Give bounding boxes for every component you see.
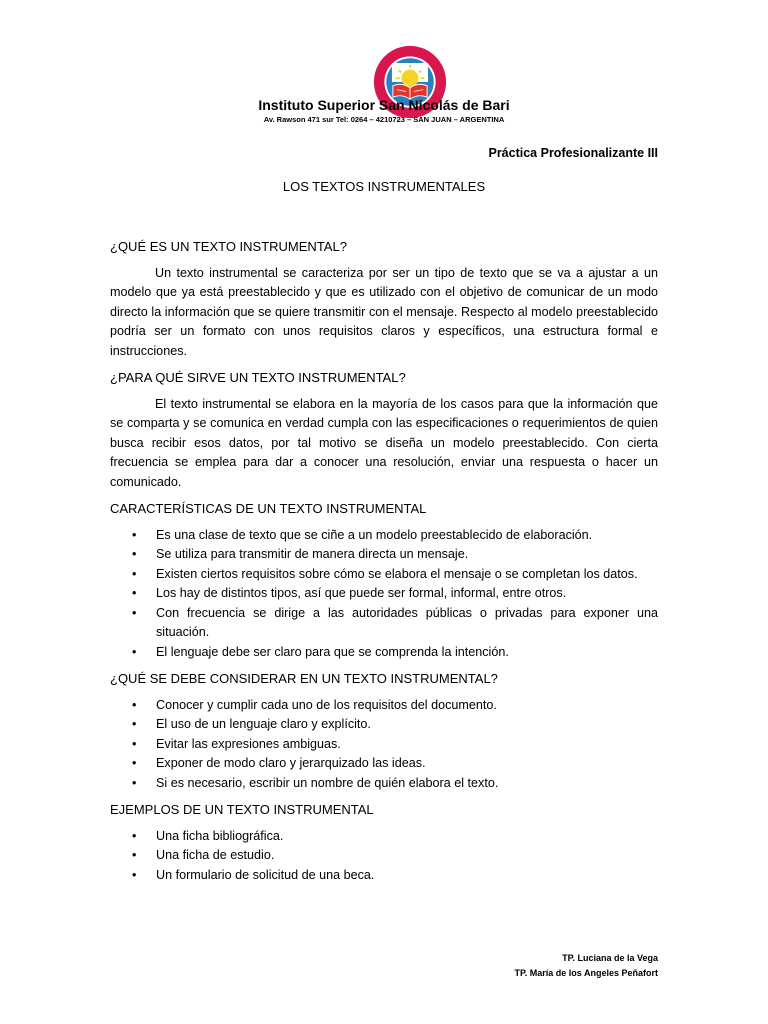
bullet-list: [110, 827, 658, 886]
bullet-list: [110, 696, 658, 794]
bullet-icon: •: [132, 586, 137, 600]
list-item: [110, 643, 658, 663]
section-heading: ¿PARA QUÉ SIRVE UN TEXTO INSTRUMENTAL?: [110, 370, 406, 385]
list-item: [110, 846, 658, 866]
bullet-icon: •: [132, 848, 137, 862]
list-item: [110, 604, 658, 643]
section-heading: ¿QUÉ SE DEBE CONSIDERAR EN UN TEXTO INSTRUMENTAL?: [110, 671, 498, 686]
list-item: [110, 584, 658, 604]
document-title: LOS TEXTOS INSTRUMENTALES: [282, 179, 486, 194]
list-item: [110, 715, 658, 735]
bullet-icon: •: [132, 736, 137, 751]
section-paragraph: Un texto instrumental se caracteriza por ser un tipo de texto que se va a ajustar a un modelo que ya está preestablecido y que es utilizado con el objetivo de comunicar de un modo directo la información que se quiere transmitir con el mensaje. Respecto al modelo preestablecido podría ser un formato con unos requisitos claros y específicos, una estructura formal e instrucciones.: [110, 265, 658, 358]
list-item: [110, 735, 658, 755]
section-heading: EJEMPLOS DE UN TEXTO INSTRUMENTAL: [110, 802, 374, 817]
list-item-text: Existen ciertos requisitos sobre cómo se elabora el mensaje o se completan los datos.: [156, 566, 638, 581]
bullet-list: [110, 526, 658, 663]
bullet-icon: •: [132, 828, 137, 843]
list-item-text: Evitar las expresiones ambiguas.: [156, 736, 341, 751]
bullet-icon: •: [132, 547, 137, 561]
bullet-icon: •: [132, 566, 137, 581]
list-item-text: El uso de un lenguaje claro y explícito.: [156, 717, 371, 731]
list-item-text: Conocer y cumplir cada uno de los requisitos del documento.: [156, 697, 497, 712]
section-heading: ¿QUÉ ES UN TEXTO INSTRUMENTAL?: [110, 239, 347, 254]
signature-author-2: TP. María de los Angeles Peñafort: [514, 968, 658, 978]
list-item: [110, 774, 658, 794]
list-item-text: Se utiliza para transmitir de manera directa un mensaje.: [156, 547, 469, 561]
list-item: [110, 866, 658, 886]
list-item-text: Un formulario de solicitud de una beca.: [156, 867, 375, 882]
bullet-icon: •: [132, 756, 137, 770]
section-paragraph: El texto instrumental se elabora en la mayoría de los casos para que la información que se comparta y se comunica en verdad cumpla con las especificaciones o requerimientos de quien busca recibir esos datos, por tal motivo se diseña un modelo preestablecido. Con cierta frecuencia se emplea para dar a conocer una resolución, enviar una respuesta o hacer un comunicado.: [110, 396, 658, 489]
bullet-icon: •: [132, 697, 137, 712]
document-body: [110, 237, 658, 892]
bullet-icon: •: [132, 775, 137, 790]
list-item-text: Una ficha bibliográfica.: [156, 828, 284, 843]
bullet-icon: •: [132, 644, 137, 659]
list-item: [110, 526, 658, 546]
list-item: [110, 565, 658, 585]
section-heading: CARACTERÍSTICAS DE UN TEXTO INSTRUMENTAL: [110, 501, 427, 516]
course-name: Práctica Profesionalizante III: [488, 146, 658, 160]
list-item: [110, 545, 658, 565]
list-item-text: Exponer de modo claro y jerarquizado las ideas.: [156, 756, 426, 770]
bullet-icon: •: [132, 717, 137, 731]
list-item: [110, 827, 658, 847]
list-item-text: Si es necesario, escribir un nombre de quién elabora el texto.: [156, 775, 499, 790]
signature-author-1: TP. Luciana de la Vega: [562, 953, 658, 963]
list-item-text: Los hay de distintos tipos, así que puede ser formal, informal, entre otros.: [156, 586, 567, 600]
list-item-text: Una ficha de estudio.: [156, 848, 275, 862]
list-item-text: El lenguaje debe ser claro para que se comprenda la intención.: [156, 644, 509, 659]
bullet-icon: •: [132, 527, 137, 542]
list-item: [110, 696, 658, 716]
bullet-icon: •: [132, 605, 137, 620]
bullet-icon: •: [132, 867, 137, 882]
list-item-text: Es una clase de texto que se ciñe a un modelo preestablecido de elaboración.: [156, 527, 593, 542]
list-item-text: Con frecuencia se dirige a las autoridades públicas o privadas para exponer una situación.: [156, 605, 658, 639]
institution-name: Instituto Superior San Nicolás de Bari: [258, 97, 510, 113]
list-item: [110, 754, 658, 774]
institution-address: Av. Rawson 471 sur Tel: 0264 – 4210723 – SAN JUAN – ARGENTINA: [263, 115, 505, 124]
